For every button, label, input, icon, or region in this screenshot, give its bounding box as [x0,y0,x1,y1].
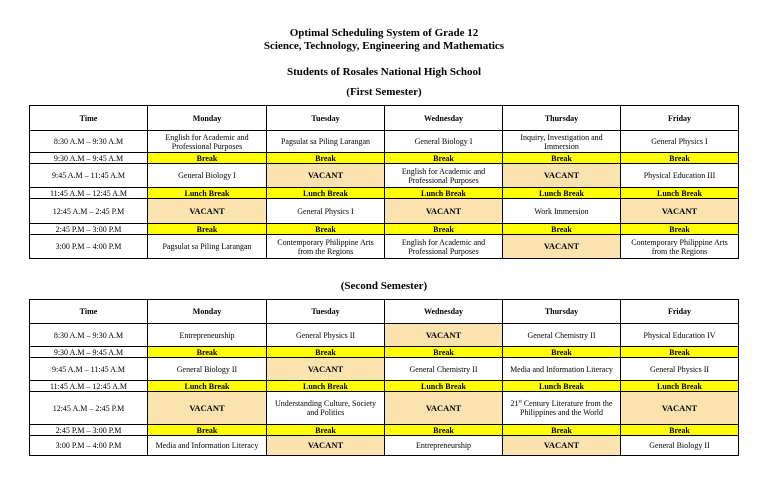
subject-cell-friday: General Biology II [621,436,739,456]
break-row [30,188,739,199]
subject-cell-monday: Media and Information Literacy [148,436,267,456]
break-cell-monday: Break [148,224,267,235]
vacant-cell-monday: VACANT [148,392,267,425]
subject-cell-friday: Contemporary Philippine Arts from the Regions [621,235,739,259]
subject-cell-monday: Pagsulat sa Piling Larangan [148,235,267,259]
break-cell-thursday: Break [503,153,621,164]
time-slot: 9:45 A.M – 11:45 A.M [30,164,148,188]
subject-cell-wednesday: English for Academic and Professional Purposes [385,164,503,188]
header-tuesday: Tuesday [267,106,385,131]
subject-cell-tuesday: Contemporary Philippine Arts from the Regions [267,235,385,259]
vacant-cell-monday: VACANT [148,199,267,224]
break-cell-tuesday: Break [267,425,385,436]
time-slot: 3:00 P.M – 4:00 P.M [30,235,148,259]
subject-cell-monday: English for Academic and Professional Purposes [148,131,267,153]
vacant-cell-tuesday: VACANT [267,164,385,188]
header-wednesday: Wednesday [385,106,503,131]
subject-cell-thursday: Media and Information Literacy [503,358,621,381]
header-friday: Friday [621,300,739,324]
break-cell-thursday: Break [503,347,621,358]
time-slot: 11:45 A.M – 12:45 A.M [30,188,148,199]
subject-cell-thursday: 21st Century Literature from the Philippines and the World [503,392,621,425]
semester-label-1: (First Semester) [346,86,422,98]
page-title [0,27,768,53]
header-monday: Monday [148,300,267,324]
time-slot: 9:30 A.M – 9:45 A.M [30,347,148,358]
break-cell-tuesday: Break [267,347,385,358]
subject-cell-monday: General Biology I [148,164,267,188]
break-cell-friday: Break [621,224,739,235]
break-row [30,153,739,164]
subject-cell-friday: General Physics I [621,131,739,153]
break-row [30,425,739,436]
class-row [30,199,739,224]
subject-cell-wednesday: Entrepreneurship [385,436,503,456]
break-cell-wednesday: Lunch Break [385,188,503,199]
header-tuesday: Tuesday [267,300,385,324]
time-slot: 3:00 P.M – 4:00 P.M [30,436,148,456]
break-cell-monday: Break [148,347,267,358]
header-wednesday: Wednesday [385,300,503,324]
subject-cell-friday: Physical Education IV [621,324,739,347]
vacant-cell-thursday: VACANT [503,436,621,456]
vacant-cell-thursday: VACANT [503,164,621,188]
break-cell-friday: Break [621,153,739,164]
class-row [30,392,739,425]
subject-cell-thursday: Inquiry, Investigation and Immersion [503,131,621,153]
time-slot: 8:30 A.M – 9:30 A.M [30,131,148,153]
schedule-table-second-semester [29,299,739,456]
header-row [30,106,739,131]
vacant-cell-wednesday: VACANT [385,199,503,224]
class-row [30,131,739,153]
break-cell-monday: Break [148,153,267,164]
class-row [30,436,739,456]
break-cell-friday: Break [621,347,739,358]
header-time: Time [30,300,148,324]
break-cell-wednesday: Break [385,347,503,358]
header-friday: Friday [621,106,739,131]
title-line-1: Optimal Scheduling System of Grade 12 [289,27,479,39]
vacant-cell-friday: VACANT [621,199,739,224]
schedule-table-first-semester [29,105,739,259]
class-row [30,358,739,381]
time-slot: 11:45 A.M – 12:45 A.M [30,381,148,392]
break-row [30,224,739,235]
subject-cell-thursday: General Chemistry II [503,324,621,347]
break-cell-monday: Break [148,425,267,436]
break-cell-friday: Lunch Break [621,188,739,199]
break-cell-tuesday: Break [267,153,385,164]
break-cell-friday: Break [621,425,739,436]
class-row [30,324,739,347]
break-row [30,381,739,392]
break-cell-thursday: Lunch Break [503,381,621,392]
subject-cell-wednesday: General Chemistry II [385,358,503,381]
subject-cell-wednesday: General Biology I [385,131,503,153]
time-slot: 12:45 A.M – 2:45 P.M [30,199,148,224]
subject-cell-monday: General Biology II [148,358,267,381]
title-line-2: Science, Technology, Engineering and Mathematics [263,40,505,52]
school-name: Students of Rosales National High School [286,66,482,78]
subject-cell-thursday: Work Immersion [503,199,621,224]
header-time: Time [30,106,148,131]
vacant-cell-wednesday: VACANT [385,324,503,347]
time-slot: 2:45 P.M – 3:00 P.M [30,224,148,235]
header-thursday: Thursday [503,300,621,324]
semester-label-2: (Second Semester) [340,280,428,292]
break-cell-wednesday: Break [385,425,503,436]
break-cell-wednesday: Lunch Break [385,381,503,392]
break-cell-thursday: Break [503,425,621,436]
vacant-cell-tuesday: VACANT [267,436,385,456]
break-cell-tuesday: Lunch Break [267,188,385,199]
subject-cell-wednesday: English for Academic and Professional Purposes [385,235,503,259]
header-thursday: Thursday [503,106,621,131]
break-cell-wednesday: Break [385,153,503,164]
vacant-cell-thursday: VACANT [503,235,621,259]
break-cell-thursday: Lunch Break [503,188,621,199]
break-cell-tuesday: Lunch Break [267,381,385,392]
break-cell-wednesday: Break [385,224,503,235]
subject-cell-friday: Physical Education III [621,164,739,188]
subject-cell-tuesday: Understanding Culture, Society and Politics [267,392,385,425]
time-slot: 9:45 A.M – 11:45 A.M [30,358,148,381]
vacant-cell-tuesday: VACANT [267,358,385,381]
header-row [30,300,739,324]
vacant-cell-wednesday: VACANT [385,392,503,425]
subject-cell-tuesday: Pagsulat sa Piling Larangan [267,131,385,153]
time-slot: 9:30 A.M – 9:45 A.M [30,153,148,164]
vacant-cell-friday: VACANT [621,392,739,425]
subject-cell-tuesday: General Physics II [267,324,385,347]
subject-cell-friday: General Physics II [621,358,739,381]
subject-cell-monday: Entrepreneurship [148,324,267,347]
break-cell-friday: Lunch Break [621,381,739,392]
time-slot: 12:45 A.M – 2:45 P.M [30,392,148,425]
time-slot: 8:30 A.M – 9:30 A.M [30,324,148,347]
break-row [30,347,739,358]
break-cell-monday: Lunch Break [148,381,267,392]
time-slot: 2:45 P.M – 3:00 P.M [30,425,148,436]
break-cell-thursday: Break [503,224,621,235]
class-row [30,235,739,259]
break-cell-tuesday: Break [267,224,385,235]
break-cell-monday: Lunch Break [148,188,267,199]
subject-cell-tuesday: General Physics I [267,199,385,224]
header-monday: Monday [148,106,267,131]
class-row [30,164,739,188]
